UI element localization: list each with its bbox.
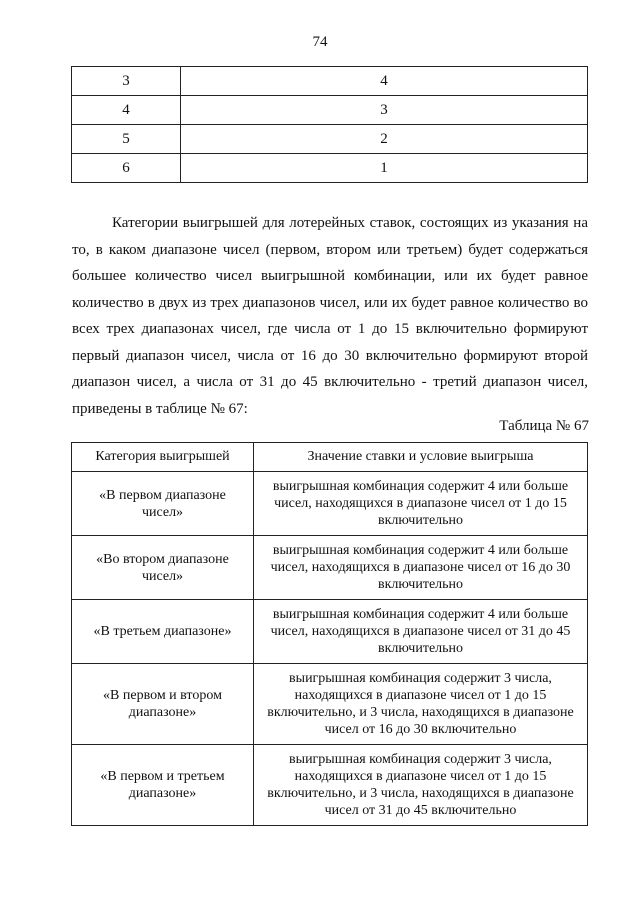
table-cell: 2 <box>181 125 588 154</box>
table-row <box>72 745 588 826</box>
top-table <box>71 66 588 183</box>
prize-categories-table <box>71 442 588 826</box>
page-number: 74 <box>312 34 328 50</box>
column-header-category: Категория выигрышей <box>72 443 254 472</box>
table-row <box>72 600 588 664</box>
table-caption: Таблица № 67 <box>499 418 589 434</box>
table-header-row <box>72 443 588 472</box>
table-row <box>72 472 588 536</box>
condition-cell: выигрышная комбинация содержит 3 числа, находящихся в диапазоне чисел от 1 до 15 включительно, и 3 числа, находящихся в диапазоне чисел от 16 до 30 включительно <box>254 664 588 745</box>
category-cell: «В первом и втором диапазоне» <box>72 664 254 745</box>
table-row <box>72 154 588 183</box>
table-cell: 1 <box>181 154 588 183</box>
condition-cell: выигрышная комбинация содержит 3 числа, находящихся в диапазоне чисел от 1 до 15 включительно, и 3 числа, находящихся в диапазоне чисел от 31 до 45 включительно <box>254 745 588 826</box>
table-cell: 3 <box>72 67 181 96</box>
category-cell: «В первом и третьем диапазоне» <box>72 745 254 826</box>
table-cell: 4 <box>72 96 181 125</box>
condition-cell: выигрышная комбинация содержит 4 или больше чисел, находящихся в диапазоне чисел от 1 до 15 включительно <box>254 472 588 536</box>
table-row <box>72 125 588 154</box>
body-paragraph: Категории выигрышей для лотерейных ставок, состоящих из указания на то, в каком диапазоне чисел (первом, втором или третьем) будет содержаться большее количество чисел выигрышной комбинации, или их будет равное количество в двух из трех диапазонов чисел, или их будет равное количество во всех трех диапазонах чисел, где числа от 1 до 15 включительно формируют первый диапазон чисел, числа от 16 до 30 включительно формируют второй диапазон чисел, а числа от 31 до 45 включительно - третий диапазон чисел, приведены в таблице № 67: <box>72 215 588 417</box>
category-cell: «В первом диапазоне чисел» <box>72 472 254 536</box>
table-row <box>72 67 588 96</box>
table-cell: 6 <box>72 154 181 183</box>
column-header-condition: Значение ставки и условие выигрыша <box>254 443 588 472</box>
table-cell: 3 <box>181 96 588 125</box>
table-cell: 4 <box>181 67 588 96</box>
category-cell: «В третьем диапазоне» <box>72 600 254 664</box>
table-row <box>72 96 588 125</box>
table-cell: 5 <box>72 125 181 154</box>
condition-cell: выигрышная комбинация содержит 4 или больше чисел, находящихся в диапазоне чисел от 16 до 30 включительно <box>254 536 588 600</box>
condition-cell: выигрышная комбинация содержит 4 или больше чисел, находящихся в диапазоне чисел от 31 до 45 включительно <box>254 600 588 664</box>
table-row <box>72 536 588 600</box>
table-row <box>72 664 588 745</box>
category-cell: «Во втором диапазоне чисел» <box>72 536 254 600</box>
